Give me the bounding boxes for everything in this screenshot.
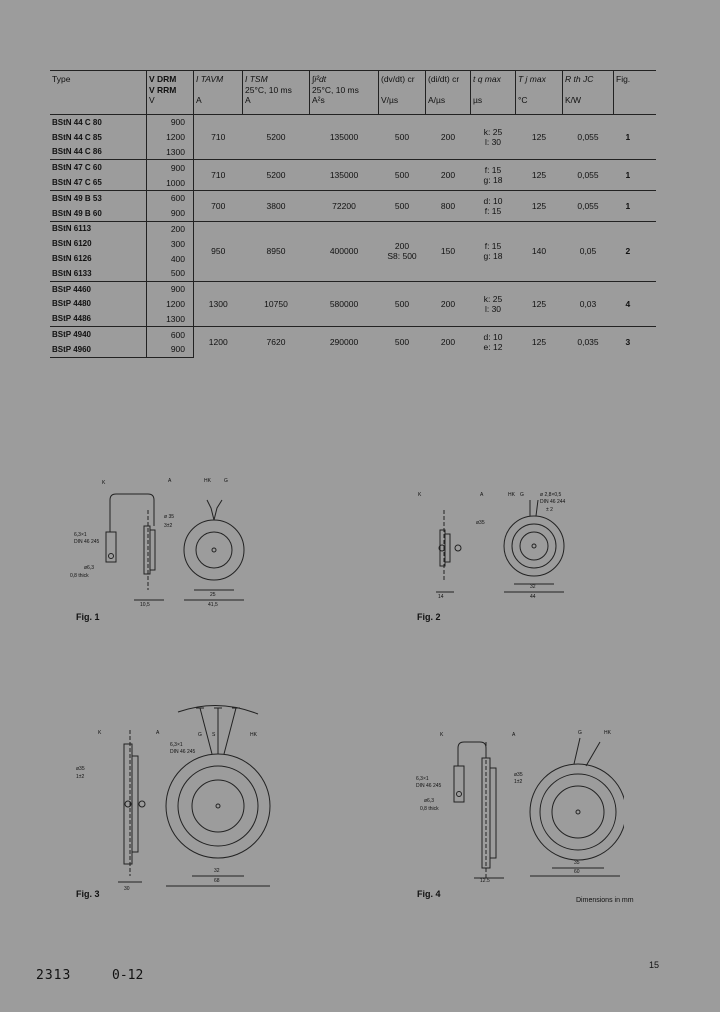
fig1-label-w3: 41,5 (208, 602, 218, 608)
fig3-label-g: G (198, 732, 202, 738)
voltage-cell: 300 (147, 236, 194, 251)
i2t-cell: 135000 (310, 115, 379, 160)
itsm-cell: 8950 (243, 221, 310, 281)
i2t-cell: 135000 (310, 160, 379, 191)
col-didt: (di/dt) cr A/µs (426, 71, 471, 115)
fig1-label-hk: HK (204, 478, 211, 484)
itavm-cell: 1300 (194, 281, 243, 326)
fig-cell: 4 (614, 281, 657, 326)
i2t-cell: 580000 (310, 281, 379, 326)
fig3-label-dia: ø35 (76, 766, 85, 772)
fig3-caption: Fig. 3 (76, 889, 100, 899)
itavm-cell: 950 (194, 221, 243, 281)
disc-outer-ring (166, 754, 270, 858)
tj-cell: 125 (516, 160, 563, 191)
disc-inner-ring (552, 786, 604, 838)
type-cell: BStP 4940 (50, 327, 147, 342)
type-cell: BStN 49 B 53 (50, 190, 147, 205)
fig1-label-din: DIN 46 245 (74, 539, 100, 545)
type-cell: BStN 47 C 65 (52, 178, 102, 188)
type-cell: BStN 6120 (52, 239, 92, 249)
didt-cell: 200 (426, 281, 471, 326)
fig4-label-k: K (440, 732, 444, 738)
dvdt-cell: 500 (379, 190, 426, 221)
fig2-label-g: G (520, 492, 524, 498)
voltage-cell: 900 (147, 206, 194, 221)
itsm-cell: 5200 (243, 115, 310, 160)
fig2-label-w2: 32 (530, 584, 536, 590)
type-cell: BStN 6133 (52, 268, 92, 278)
disc-inner-ring (196, 532, 232, 568)
didt-cell: 150 (426, 221, 471, 281)
table-row (50, 221, 656, 236)
fig3-label-s: S (212, 732, 216, 738)
type-cell: BStN 47 C 60 (50, 160, 147, 175)
voltage-cell: 900 (147, 281, 194, 296)
rth-cell: 0,055 (563, 115, 614, 160)
col-tj: T j max °C (516, 71, 563, 115)
voltage-cell: 600 (147, 327, 194, 342)
fig4-label-hk: HK (604, 730, 611, 736)
voltage-cell: 200 (147, 221, 194, 236)
table-header-row (50, 71, 656, 115)
fig-cell: 3 (614, 327, 657, 358)
fig2-label-tol: ± 2 (546, 507, 553, 513)
fig-cell: 2 (614, 221, 657, 281)
voltage-cell: 1200 (147, 297, 194, 312)
disc-inner-ring (192, 780, 244, 832)
dvdt-cell: 200 S8: 500 (379, 221, 426, 281)
fig3-label-lug: 6,3×1 (170, 742, 183, 748)
rth-cell: 0,055 (563, 160, 614, 191)
fig4-label-w3: 60 (574, 869, 580, 875)
tj-cell: 125 (516, 190, 563, 221)
fig2-label-din: DIN 46 244 (540, 499, 566, 505)
tq-cell: k: 25 l: 30 (471, 281, 516, 326)
type-cell: BStN 44 C 80 (50, 115, 147, 130)
fig4-label-lug: 6,3×1 (416, 776, 429, 782)
itavm-cell: 1200 (194, 327, 243, 358)
fig3-label-plus: 1±2 (76, 774, 85, 780)
type-cell: BStP 4486 (52, 314, 91, 324)
didt-cell: 200 (426, 160, 471, 191)
dvdt-cell: 500 (379, 115, 426, 160)
tj-cell: 140 (516, 221, 563, 281)
col-dvdt: (dv/dt) cr V/µs (379, 71, 426, 115)
fig2-label-dia: ø35 (476, 520, 485, 526)
fig3-label-k: K (98, 730, 102, 736)
rth-cell: 0,035 (563, 327, 614, 358)
fig1-caption: Fig. 1 (76, 612, 100, 622)
table-row (50, 281, 656, 296)
type-cell: BStN 44 C 86 (52, 147, 102, 157)
fig1-label-g: G (224, 478, 228, 484)
gate-leads (574, 738, 600, 766)
table-row (50, 190, 656, 205)
tq-cell: d: 10 e: 12 (471, 327, 516, 358)
itavm-cell: 710 (194, 115, 243, 160)
handwritten-code: 2313 (36, 968, 72, 983)
disc-outer-ring (184, 520, 244, 580)
fig-cell: 1 (614, 190, 657, 221)
fig4-caption: Fig. 4 (417, 889, 441, 899)
dvdt-cell: 500 (379, 281, 426, 326)
fig4-label-w2: 35 (574, 860, 580, 866)
dvdt-cell: 500 (379, 160, 426, 191)
type-cell: BStP 4960 (50, 342, 147, 357)
col-fig: Fig. (614, 71, 657, 115)
rth-cell: 0,03 (563, 281, 614, 326)
itsm-cell: 7620 (243, 327, 310, 358)
fig1-label-w2: 25 (210, 592, 216, 598)
tj-cell: 125 (516, 115, 563, 160)
fig-cell: 1 (614, 115, 657, 160)
col-tq: t q max µs (471, 71, 516, 115)
voltage-cell: 900 (147, 342, 194, 357)
voltage-cell: 1300 (147, 145, 194, 160)
col-i2t: ∫i²dt 25°C, 10 ms A²s (310, 71, 379, 115)
gate-lead (530, 500, 538, 516)
type-cell: BStP 4460 (50, 281, 147, 296)
figure-3-drawing (72, 700, 282, 890)
fig3-label-w2: 32 (214, 868, 220, 874)
disc-outer-ring (504, 516, 564, 576)
itsm-cell: 10750 (243, 281, 310, 326)
gate-leads (200, 708, 236, 754)
voltage-cell: 600 (147, 190, 194, 205)
handwritten-code-2: 0-12 (112, 968, 144, 983)
rth-cell: 0,055 (563, 190, 614, 221)
voltage-cell: 900 (147, 160, 194, 175)
fig2-label-d2: ø 2,8×0,5 (540, 492, 562, 498)
fig1-label-k: K (102, 480, 106, 486)
gate-lead (207, 500, 214, 520)
i2t-cell: 400000 (310, 221, 379, 281)
figure-2-drawing (416, 480, 596, 605)
fig1-label-dia-dim: 3±2 (164, 523, 173, 529)
type-cell: BStN 6126 (52, 254, 92, 264)
type-cell: BStN 49 B 60 (52, 208, 102, 218)
col-rth: R th JC K/W (563, 71, 614, 115)
voltage-cell: 900 (147, 115, 194, 130)
cathode-lug (106, 532, 116, 562)
fig2-label-w1: 14 (438, 594, 444, 600)
itavm-cell: 700 (194, 190, 243, 221)
type-cell: BStN 6113 (50, 221, 147, 236)
didt-cell: 200 (426, 115, 471, 160)
fig4-label-din: DIN 46 245 (416, 783, 442, 789)
didt-cell: 800 (426, 190, 471, 221)
i2t-cell: 72200 (310, 190, 379, 221)
fig2-caption: Fig. 2 (417, 612, 441, 622)
disc-outer-ring (530, 764, 624, 860)
tq-cell: f: 15 g: 18 (471, 221, 516, 281)
fig3-label-a: A (156, 730, 160, 736)
fig3-label-din: DIN 46 245 (170, 749, 196, 755)
fig2-label-k: K (418, 492, 422, 498)
type-cell: BStN 44 C 85 (52, 132, 102, 142)
fig2-label-w3: 44 (530, 594, 536, 600)
col-itavm: I TAVM A (194, 71, 243, 115)
fig1-label-hole: ø6,3 (84, 565, 95, 571)
fig3-label-w3: 68 (214, 878, 220, 884)
page-number: 15 (649, 960, 660, 970)
fig4-label-hole: ø6,3 (424, 798, 435, 804)
fig3-label-hk: HK (250, 732, 257, 738)
thyristor-data-table (50, 70, 656, 358)
voltage-cell: 400 (147, 251, 194, 266)
fig1-label-thick: 0,8 thick (70, 573, 89, 579)
fig1-label-a: A (168, 478, 172, 484)
fig-cell: 1 (614, 160, 657, 191)
i2t-cell: 290000 (310, 327, 379, 358)
dimensions-note: Dimensions in mm (576, 897, 634, 904)
tj-cell: 125 (516, 281, 563, 326)
fig2-label-hk: HK (508, 492, 515, 498)
fig4-label-a: A (512, 732, 516, 738)
tq-cell: k: 25 l: 30 (471, 115, 516, 160)
col-itsm: I TSM 25°C, 10 ms A (243, 71, 310, 115)
type-cell: BStP 4480 (52, 299, 91, 309)
tq-cell: f: 15 g: 18 (471, 160, 516, 191)
fig1-label-lug: 6,3×1 (74, 532, 87, 538)
fig4-label-w1: 12,5 (480, 878, 490, 882)
itsm-cell: 3800 (243, 190, 310, 221)
itsm-cell: 5200 (243, 160, 310, 191)
fig4-label-plus: 1±2 (514, 779, 523, 785)
disc-body-side (144, 526, 150, 574)
fig4-label-dia: ø35 (514, 772, 523, 778)
table-row (50, 115, 656, 130)
voltage-cell: 1000 (147, 175, 194, 190)
table-row (50, 327, 656, 342)
table-row (50, 160, 656, 175)
fig3-label-w1: 30 (124, 886, 130, 890)
col-type: Type (50, 71, 147, 115)
tj-cell: 125 (516, 327, 563, 358)
fig4-label-g: G (578, 730, 582, 736)
fig4-label-thick: 0,8 thick (420, 806, 439, 812)
rth-cell: 0,05 (563, 221, 614, 281)
voltage-cell: 1200 (147, 130, 194, 145)
figure-4-drawing (414, 722, 624, 882)
fig2-label-a: A (480, 492, 484, 498)
tq-cell: d: 10 f: 15 (471, 190, 516, 221)
itavm-cell: 710 (194, 160, 243, 191)
fig1-label-dia-top: ø 35 (164, 514, 175, 520)
fig1-label-w1: 10,5 (140, 602, 150, 608)
figure-1-drawing (64, 470, 284, 610)
voltage-cell: 1300 (147, 311, 194, 326)
didt-cell: 200 (426, 327, 471, 358)
voltage-cell: 500 (147, 266, 194, 281)
dvdt-cell: 500 (379, 327, 426, 358)
disc-inner-ring (520, 532, 548, 560)
col-vdrm: V DRM V RRM V (147, 71, 194, 115)
